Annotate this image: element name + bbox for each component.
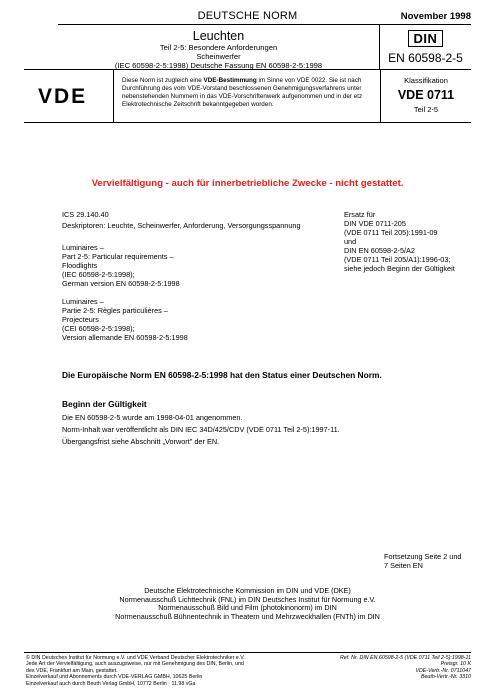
title-subline-1: Teil 2-5: Besondere Anforderungen <box>159 43 278 52</box>
vde-divider <box>24 122 471 123</box>
english-line: German version EN 60598-2-5:1998 <box>62 279 180 288</box>
continuation-line: 7 Seiten EN <box>384 561 423 570</box>
din-standard-number: EN 60598-2-5 <box>388 51 463 65</box>
replacement-line: und <box>344 237 357 246</box>
replacement-line: Ersatz für <box>344 210 376 219</box>
vde-logo-block <box>24 70 114 122</box>
committee-line: Normenausschuß Bühnentechnik in Theatern und Mehrzweckhallen (FNTh) im DIN <box>115 611 380 621</box>
french-line: Projecteurs <box>62 315 99 324</box>
replacement-line: DIN EN 60598-2-5/A2 <box>344 246 415 255</box>
footer-line: Einzelverkauf und Abonnements durch VDE-VERLAG GMBH, 10625 Berlin <box>26 674 203 681</box>
english-title-block <box>62 243 180 288</box>
english-line: Part 2-5: Particular requirements – <box>62 252 174 261</box>
footer-line: Jede Art der Vervielfältigung, auch auszugsweise, nur mit Genehmigung des DIN, Berlin, und <box>26 661 244 668</box>
reference-line: Ref. Nr. DIN EN 60598-2-5 (VDE 0711 Teil 2-5):1998-11 <box>339 655 471 661</box>
title-block <box>58 25 380 69</box>
replacement-line: DIN VDE 0711-205 <box>344 219 406 228</box>
classification-part: Teil 2-5 <box>413 105 439 114</box>
validity-line: Die EN 60598-2-5 wurde am 1998-04-01 angenommen. <box>62 413 243 422</box>
din-logo: DIN <box>408 30 444 47</box>
validity-text <box>62 412 340 448</box>
french-title-block <box>62 297 188 342</box>
document-title: Leuchten <box>192 29 245 43</box>
validity-line: Übergangsfrist siehe Abschnitt „Vorwort" der EN. <box>62 437 220 446</box>
english-line: Floodlights <box>62 261 98 270</box>
committee-line: Deutsche Elektrotechnische Kommission im DIN und VDE (DKE) <box>144 586 351 595</box>
french-line: Version allemande EN 60598-2-5:1998 <box>62 333 188 342</box>
vde-statement-bold: VDE-Bestimmung <box>203 77 257 84</box>
vde-logo: VDE <box>38 85 88 108</box>
reference-line: VDE-Vertr.-Nr. 0711047 <box>415 667 471 674</box>
ics-code: ICS 29.140.40 <box>62 210 109 219</box>
footer-line: des VDE, Frankfurt am Main, gestattet. <box>26 667 118 674</box>
replacement-line: (VDE 0711 Teil 205/A1):1996-03; <box>344 255 451 264</box>
footer-line: Einzelverkauf auch durch Beuth Verlag GmbH, 10772 Berlin · 11.98 vGa <box>26 680 196 687</box>
descriptors: Deskriptoren: Leuchte, Scheinwerfer, Anforderung, Versorgungsspannung <box>62 221 301 230</box>
vde-statement <box>122 77 376 109</box>
french-line: Luminaires – <box>62 297 104 306</box>
replacement-line: siehe jedoch Beginn der Gültigkeit <box>344 264 455 273</box>
title-subline-3: (IEC 60598-2-5:1998) Deutsche Fassung EN 60598-2-5:1998 <box>114 61 323 70</box>
continuation-line: Fortsetzung Seite 2 und <box>384 552 462 561</box>
publication-date: November 1998 <box>400 11 471 22</box>
french-line: Partie 2-5: Règles particulières – <box>62 306 168 315</box>
classification-number: VDE 0711 <box>397 88 455 102</box>
reference-line: Beuth-Vertr.-Nr. 3310 <box>420 674 471 681</box>
norm-type-header: DEUTSCHE NORM <box>197 10 298 22</box>
validity-heading: Beginn der Gültigkeit <box>62 399 147 409</box>
english-line: (IEC 60598-2-5:1998); <box>62 270 135 279</box>
replacement-line: (VDE 0711 Teil 205):1991-09 <box>344 228 438 237</box>
committee-line: Normenausschuß Lichttechnik (FNL) im DIN Deutsches Institut für Normung e.V. <box>119 594 376 604</box>
committee-line: Normenausschuß Bild und Film (photokinonorm) im DIN <box>158 603 337 613</box>
title-subline-2: Scheinwerfer <box>196 52 241 61</box>
reference-footer <box>311 655 471 681</box>
english-line: Luminaires – <box>62 243 104 252</box>
footer-line: © DIN Deutsches Institut für Normung e.V. und VDE Verband Deutscher Elektrotechniker e.V. <box>26 655 245 661</box>
classification-block <box>380 70 471 122</box>
committee-list <box>0 587 495 621</box>
replacement-note <box>344 210 474 273</box>
french-line: (CEI 60598-2-5:1998); <box>62 324 135 333</box>
copyright-footer <box>26 655 326 687</box>
reference-line: Preisgr. 10 K <box>440 661 471 668</box>
vde-statement-post: im Sinne von VDE 0022. Sie ist nach Durchführung des vom VDE-Vorstand beschlossenen Genehmigungsverfahrens unter nebenstehenden Nummern in das VDE-Vorschriftenwerk aufgenommen und in der etz Elektrotechnische Zeitschrift bekanntgegeben worden. <box>122 77 363 108</box>
footer-divider <box>24 652 471 653</box>
vde-statement-pre: Diese Norm ist zugleich eine <box>122 77 204 84</box>
status-statement: Die Europäische Norm EN 60598-2-5:1998 hat den Status einer Deutschen Norm. <box>62 370 382 380</box>
continuation-note <box>384 552 461 570</box>
copy-warning: Vervielfältigung - auch für innerbetriebliche Zwecke - nicht gestattet. <box>91 178 404 189</box>
din-number-block <box>380 25 471 69</box>
validity-line: Norm-Inhalt war veröffentlicht als DIN IEC 34D/425/CDV (VDE 0711 Teil 2-5):1997-11. <box>62 425 340 434</box>
classification-label: Klassifikation <box>404 76 448 85</box>
